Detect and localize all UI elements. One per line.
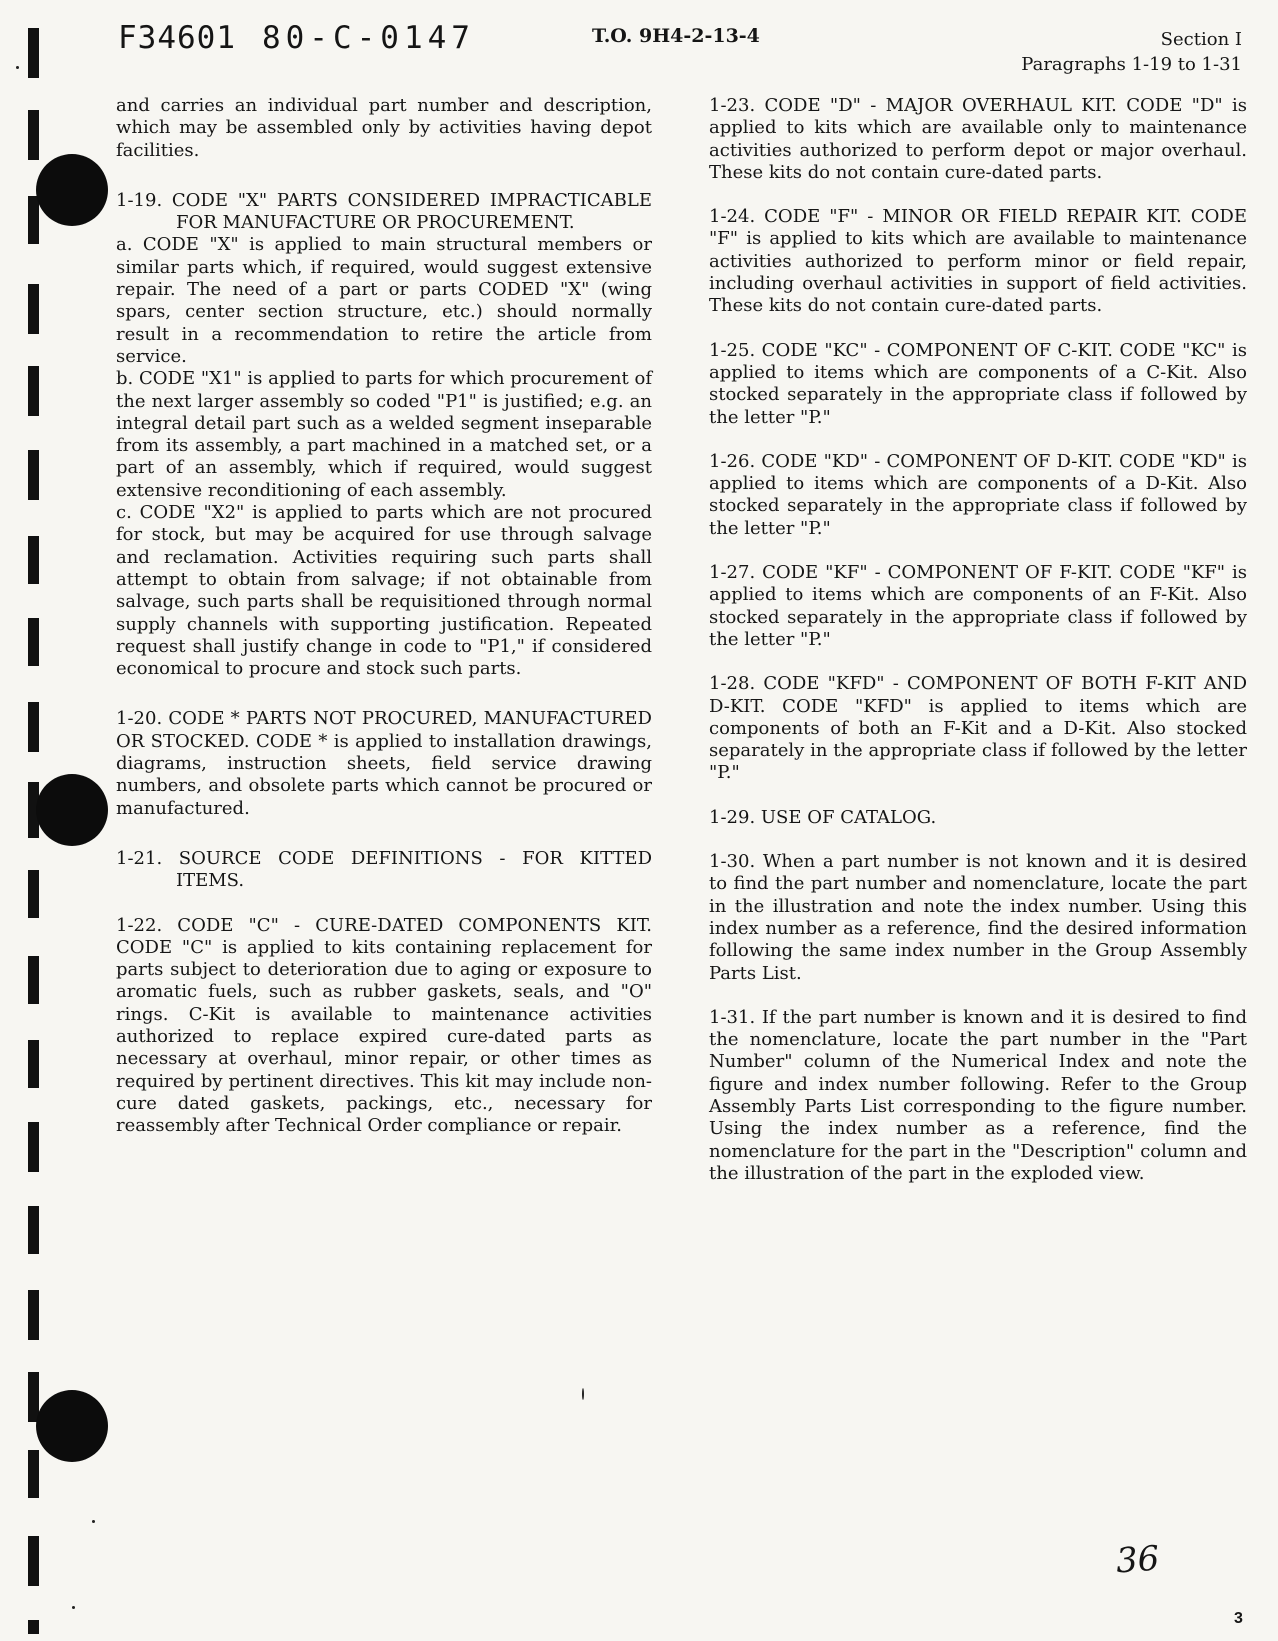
binder-bar xyxy=(28,1536,39,1586)
paragraph-1-20: 1-20. CODE * PARTS NOT PROCURED, MANUFACTURED OR STOCKED. CODE * is applied to installation drawings, diagrams, instruction sheets, field service drawing numbers, and obsolete parts which cannot be procured or manufactured. xyxy=(116,708,652,819)
paragraph-1-19-a: a. CODE "X" is applied to main structural members or similar parts which, if required, would suggest extensive repair. The need of a part or parts CODED "X" (wing spars, center section structure, etc.) should normally result in a recommendation to retire the article from service. xyxy=(116,234,652,367)
paragraph-1-25: 1-25. CODE "KC" - COMPONENT OF C-KIT. CODE "KC" is applied to items which are components of a C-Kit. Also stocked separately in the appropriate class if followed by the letter "P." xyxy=(709,339,1247,428)
paragraph-1-27: 1-27. CODE "KF" - COMPONENT OF F-KIT. CODE "KF" is applied to items which are components of an F-Kit. Also stocked separately in the appropriate class if followed by the letter "P." xyxy=(709,562,1247,650)
binder-bar xyxy=(28,1620,39,1634)
paragraph-1-31: 1-31. If the part number is known and it is desired to find the nomenclature, locate the part number in the "Part Number" column of the Numerical Index and note the figure and index number following. Refer to the Group Assembly Parts List corresponding to the figure number. Using the index number as a reference, find the nomenclature for the part in the "Description" column and the illustration of the part in the exploded view. xyxy=(709,1006,1247,1184)
binder-bar xyxy=(28,450,39,500)
binder-bar xyxy=(28,870,39,918)
paragraph-1-19-b: b. CODE "X1" is applied to parts for which procurement of the next larger assembly so coded "P1" is justified; e.g. an integral detail part such as a welded segment inseparable from its assembly, a part machined in a matched set, or a part of an assembly, which if required, would suggest extensive reconditioning of each assembly. xyxy=(116,368,652,501)
binder-bar xyxy=(28,618,39,666)
binder-bar xyxy=(28,956,39,1004)
scan-speck xyxy=(582,1388,584,1400)
binder-bar xyxy=(28,1290,39,1340)
binder-bar xyxy=(28,702,39,752)
contract-number-handwritten: 80-C-0147 xyxy=(261,20,475,56)
paragraph-range: Paragraphs 1-19 to 1-31 xyxy=(1021,54,1242,75)
binder-bar xyxy=(28,1206,39,1254)
binder-bar xyxy=(28,1122,39,1172)
punch-hole xyxy=(36,1390,108,1462)
paragraph-1-29: 1-29. USE OF CATALOG. xyxy=(709,806,937,828)
left-column xyxy=(116,95,652,1137)
intro-text: and carries an individual part number and description, which may be assembled only by activities having depot facilities. xyxy=(116,95,652,161)
binder-bar xyxy=(28,196,39,244)
paragraph-1-21: 1-21. SOURCE CODE DEFINITIONS - FOR KITTED ITEMS. xyxy=(116,847,652,892)
paragraph-1-24: 1-24. CODE "F" - MINOR OR FIELD REPAIR KIT. CODE "F" is applied to kits which are available to maintenance activities authorized to perform minor or field repair, including overhaul activities in support of field activities. These kits do not contain cure-dated parts. xyxy=(709,206,1247,317)
handwritten-page-mark: 36 xyxy=(1114,1538,1161,1582)
binder-bar xyxy=(28,366,39,416)
scan-speck xyxy=(16,66,19,69)
binder-bar xyxy=(28,284,39,334)
section-header xyxy=(1021,27,1242,77)
paragraph-1-19-c: c. CODE "X2" is applied to parts which are not procured for stock, but may be acquired for use through salvage and reclamation. Activities requiring such parts shall attempt to obtain from salvage; if not obtainable from salvage, such parts shall be requisitioned through normal supply channels with supporting justification. Repeated request shall justify change in code to "P1," if considered economical to procure and stock such parts. xyxy=(116,502,652,680)
tech-order-number: T.O. 9H4-2-13-4 xyxy=(592,25,760,47)
binder-bar xyxy=(28,1040,39,1088)
paragraph-1-26: 1-26. CODE "KD" - COMPONENT OF D-KIT. CODE "KD" is applied to items which are components of a D-Kit. Also stocked separately in the appropriate class if followed by the letter "P." xyxy=(709,450,1247,539)
paragraph-1-22: 1-22. CODE "C" - CURE-DATED COMPONENTS KIT. CODE "C" is applied to kits containing replacement for parts subject to deterioration due to aging or exposure to aromatic fuels, such as rubber gaskets, seals, and "O" rings. C-Kit is available to maintenance activities authorized to replace expired cure-dated parts as necessary at overhaul, minor repair, or other times as required by pertinent directives. This kit may include non-cure dated gaskets, packings, etc., necessary for reassembly after Technical Order compliance or repair. xyxy=(116,914,652,1137)
contract-prefix: F34601 xyxy=(118,20,236,56)
scan-speck xyxy=(92,1520,95,1523)
page-number: 3 xyxy=(1234,1610,1243,1627)
binder-bar xyxy=(28,536,39,584)
paragraph-1-23: 1-23. CODE "D" - MAJOR OVERHAUL KIT. CODE "D" is applied to kits which are available only to maintenance activities authorized to perform depot or major overhaul. These kits do not contain cure-dated parts. xyxy=(709,95,1247,183)
scan-speck xyxy=(72,1606,75,1609)
right-column xyxy=(709,95,1247,1185)
punch-hole xyxy=(36,154,108,226)
binder-bar xyxy=(28,110,39,160)
paragraph-1-30: 1-30. When a part number is not known and it is desired to find the part number and nomenclature, locate the part in the illustration and note the index number. Using this index number as a reference, find the desired information following the same index number in the Group Assembly Parts List. xyxy=(709,851,1247,984)
section-label: Section I xyxy=(1160,29,1242,50)
contract-number xyxy=(118,20,475,56)
binder-bar xyxy=(28,28,39,78)
paragraph-1-28: 1-28. CODE "KFD" - COMPONENT OF BOTH F-KIT AND D-KIT. CODE "KFD" is applied to items which are components of both an F-Kit and a D-Kit. Also stocked separately in the appropriate class if followed by the letter "P." xyxy=(709,673,1247,784)
punch-hole xyxy=(36,774,108,846)
paragraph-1-19-heading: 1-19. CODE "X" PARTS CONSIDERED IMPRACTICABLE FOR MANUFACTURE OR PROCUREMENT. xyxy=(116,189,652,234)
binder-bar xyxy=(28,1450,39,1498)
